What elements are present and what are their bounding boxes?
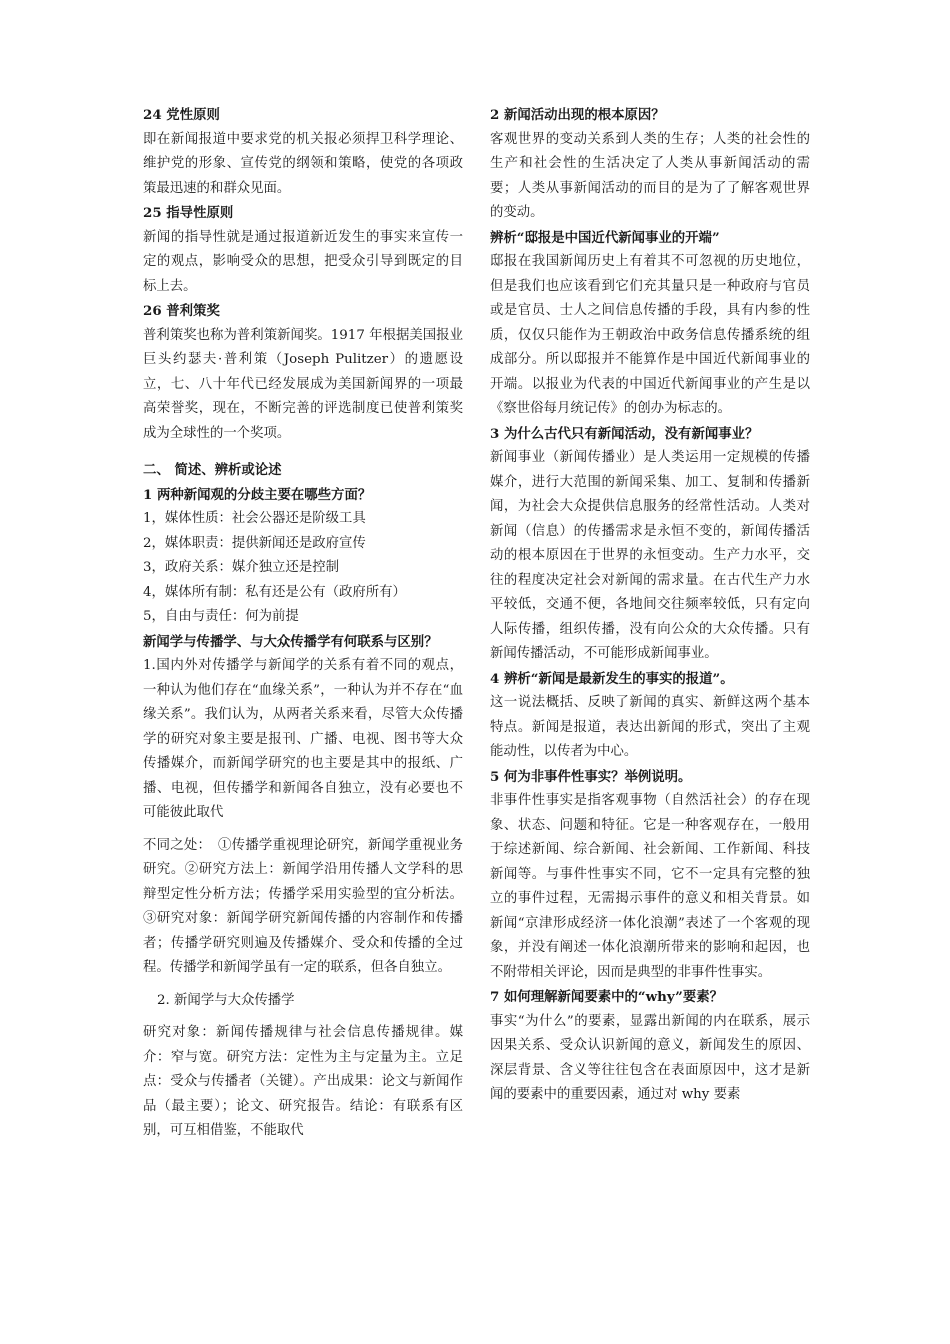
section-heading: 2 新闻活动出现的根本原因？ bbox=[490, 107, 665, 123]
section-heading: 24 党性原则 bbox=[143, 107, 220, 123]
section-heading: 25 指导性原则 bbox=[143, 205, 234, 221]
paragraph: 事实“为什么”的要素，显露出新闻的内在联系，展示因果关系、受众认识新闻的意义，新闻发生的原因、深层背景、含义等往往包含在表面原因中，这才是新闻的要素中的重要因素，通过对 why 要素 bbox=[490, 1013, 810, 1102]
section-heading: 二、 简述、辨析或论述 bbox=[143, 462, 282, 478]
paragraph: 2. 新闻学与大众传播学 bbox=[157, 992, 295, 1008]
section-heading: 辨析“邸报是中国近代新闻事业的开端” bbox=[490, 229, 720, 246]
section-heading: 1 两种新闻观的分歧主要在哪些方面？ bbox=[143, 486, 372, 503]
section-heading: 3 为什么古代只有新闻活动，没有新闻事业？ bbox=[490, 425, 759, 442]
paragraph: 客观世界的变动关系到人类的生存；人类的社会性的生产和社会性的生活决定了人类从事新闻活动的需要；人类从事新闻活动的而目的是为了了解客观世界的变动。 bbox=[490, 131, 810, 220]
paragraph: 3，政府关系：媒介独立还是控制 bbox=[143, 560, 339, 575]
section-heading: 新闻学与传播学、与大众传播学有何联系与区别？ bbox=[143, 633, 438, 650]
paragraph: 新闻事业（新闻传播业）是人类运用一定规模的传播媒介，进行大范围的新闻采集、加工、复制和传播新闻，为社会大众提供信息服务的经常性活动。人类对新闻（信息）的传播需求是永恒不变的，新闻传播活动的根本原因在于世界的永恒变动。生产力水平，交往的程度决定社会对新闻的需求量。在古代生产力水平较低，交通不便，各地间交往频率较低，只有定向人际传播，组织传播，没有向公众的大众传播。只有新闻传播活动，不可能形成新闻事业。 bbox=[490, 450, 810, 661]
paragraph: 1，媒体性质：社会公器还是阶级工具 bbox=[143, 511, 366, 526]
paragraph: 研究对象：新闻传播规律与社会信息传播规律。媒介：窄与宽。研究方法：定性为主与定量为主。立足点：受众与传播者（关键）。产出成果：论文与新闻作品（最主要）；论文、研究报告。结论：有联系有区别，可互相借鉴，不能取代 bbox=[143, 1025, 463, 1138]
paragraph: 4，媒体所有制：私有还是公有（政府所有） bbox=[143, 584, 406, 600]
paragraph: 邸报在我国新闻历史上有着其不可忽视的历史地位，但是我们也应该看到它们充其量只是一种政府与官员或是官员、士人之间信息传播的手段，具有内参的性质，仅仅只能作为王朝政治中政务信息传播系统的组成部分。所以邸报并不能算作是中国近代新闻事业的开端。以报业为代表的中国近代新闻事业的产生是以《察世俗每月统记传》的创办为标志的。 bbox=[490, 254, 810, 416]
paragraph: 1.国内外对传播学与新闻学的关系有着不同的观点，一种认为他们存在“血缘关系”，一种认为并不存在“血缘关系”。我们认为，从两者关系来看，尽管大众传播学的研究对象主要是报刊、广播、电视、图书等大众传播媒介，而新闻学研究的也主要是其中的报纸、广播、电视，但传播学和新闻各自独立，没有必要也不可能彼此取代 bbox=[143, 658, 463, 820]
paragraph: 5，自由与责任：何为前提 bbox=[143, 609, 299, 624]
paragraph: 2，媒体职责：提供新闻还是政府宣传 bbox=[143, 535, 366, 551]
paragraph: 普利策奖也称为普利策新闻奖。1917 年根据美国报业巨头约瑟夫·普利策（Joseph Pulitzer）的遗愿设立，七、八十年代已经发展成为美国新闻界的一项最高荣誉奖，现在，不断完善的评选制度已使普利策奖成为全球性的一个奖项。 bbox=[143, 327, 463, 441]
section-heading: 4 辨析“新闻是最新发生的事实的报道”。 bbox=[490, 670, 734, 687]
section-heading: 26 普利策奖 bbox=[143, 303, 220, 319]
section-heading: 7 如何理解新闻要素中的“why”要素？ bbox=[490, 989, 723, 1005]
section-heading: 5 何为非事件性事实？举例说明。 bbox=[490, 768, 692, 785]
paragraph: 即在新闻报道中要求党的机关报必须捍卫科学理论、维护党的形象、宣传党的纲领和策略，使党的各项政策最迅速的和群众见面。 bbox=[143, 131, 463, 196]
paragraph: 新闻的指导性就是通过报道新近发生的事实来宣传一定的观点，影响受众的思想，把受众引导到既定的目标上去。 bbox=[143, 229, 463, 294]
paragraph: 不同之处： ①传播学重视理论研究，新闻学重视业务研究。②研究方法上：新闻学沿用传播人文学科的思辩型定性分析方法；传播学采用实验型的宜分析法。③研究对象：新闻学研究新闻传播的内容制作和传播者；传播学研究则遍及传播媒介、受众和传播的全过程。传播学和新闻学虽有一定的联系，但各自独立。 bbox=[143, 837, 463, 975]
left-column bbox=[143, 103, 463, 1144]
paragraph: 非事件性事实是指客观事物（自然活社会）的存在现象、状态、问题和特征。它是一种客观存在，一般用于综述新闻、综合新闻、社会新闻、工作新闻、科技新闻等。与事件性事实不同，它不一定具有完整的独立的事件过程，无需揭示事件的意义和相关背景。如新闻“京津形成经济一体化浪潮”表述了一个客观的现象，并没有阐述一体化浪潮所带来的影响和起因，也不附带相关评论，因而是典型的非事件性事实。 bbox=[490, 793, 810, 980]
paragraph: 这一说法概括、反映了新闻的真实、新鲜这两个基本特点。新闻是报道，表达出新闻的形式，突出了主观能动性，以传者为中心。 bbox=[490, 695, 810, 759]
right-column bbox=[490, 103, 810, 1108]
